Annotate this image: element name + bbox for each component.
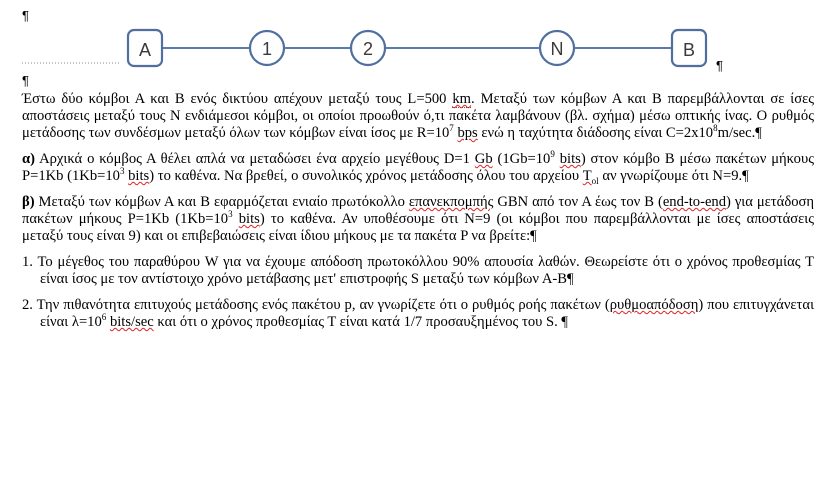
node-n-label: N <box>550 39 564 59</box>
question-b-label: β) <box>22 194 35 210</box>
paragraph-mark: ¶ <box>22 8 29 23</box>
spell-flag-bps: bps <box>457 125 478 141</box>
spell-flag-bits: bits <box>238 211 260 227</box>
subquestion-2: 2. Την πιθανότητα επιτυχούς μετάδοσης ενός πακέτου p, αν γνωρίζετε ότι ο ρυθμός ροής πακέτων (ρυθμοαπόδοση) που επιτυγχάνεται είναι $\lambda=10^6$ bits/sec και ότι ο χρόνος προθεσμίας Τ είναι κατά 1/7 προσαυξημένος του S. ¶ <box>22 297 814 330</box>
spell-flag-bits: bits <box>128 168 150 184</box>
node-a-label: A <box>138 40 152 60</box>
spell-flag-epanekpompis: επανεκπομπής <box>408 194 494 210</box>
spell-flag-rythmoapodosi: ρυθμοαπόδοση <box>609 297 699 313</box>
spell-flag-tol: $T_{ol}$ <box>582 168 599 186</box>
node-b-label: B <box>682 40 696 60</box>
node-b <box>672 30 706 66</box>
network-diagram <box>0 0 822 80</box>
question-a-label: α) <box>22 151 36 167</box>
spell-flag-end-to-end: end-to-end <box>662 194 727 210</box>
question-a: α) Αρχικά ο κόμβος Α θέλει απλά να μεταδώσει ένα αρχείο μεγέθους D=1 Gb ($1Gb=10^9$ bits) στον κόμβο Β μέσω πακέτων μήκους P=1Kb ($1Kb=10^3$ bits) το καθένα. Να βρεθεί, ο συνολικός χρόνος μετάδοσης όλου του αρχείου $T_{ol}$ αν γνωρίζουμε ότι N=9.¶ <box>22 149 814 186</box>
node-2-label: 2 <box>362 39 374 59</box>
subquestion-1: 1. Το μέγεθος του παραθύρου W για να έχουμε απόδοση πρωτοκόλλου 90% απουσία λαθών. Θεωρείστε ότι ο χρόνος προθεσμίας Τ είναι ίσος με τον αντίστοιχο χρόνο μετάβασης μετ' επιστροφής S μεταξύ των κόμβων Α-Β¶ <box>22 254 814 287</box>
document-body <box>22 91 814 340</box>
spell-flag-gb: Gb <box>474 151 493 167</box>
node-2 <box>351 31 385 65</box>
node-a <box>128 30 162 66</box>
paragraph-mark: ¶ <box>716 58 723 73</box>
node-n <box>540 31 574 65</box>
intro-paragraph: Έστω δύο κόμβοι Α και Β ενός δικτύου απέχουν μεταξύ τους L=500 km. Μεταξύ των κόμβων Α και Β παρεμβάλλονται σε ίσες αποστάσεις μεταξύ τους Ν ενδιάμεσοι κόμβοι, οι οποίοι προωθούν ό,τι πακέτα λαμβάνουν (βλ. σχήμα) μέσω οπτικής ίνας. Ο ρυθμός μετάδοσης των συνδέσμων μεταξύ όλων των κόμβων είναι ίσος με $R=10^7$ bps ενώ η ταχύτητα διάδοσης είναι $C=2x10^8m/\sec.\P$ <box>22 91 814 141</box>
node-1 <box>250 31 284 65</box>
node-1-label: 1 <box>261 39 273 59</box>
paragraph-mark: ¶ <box>22 73 29 88</box>
spell-flag-km: km <box>452 91 472 107</box>
question-b: β) Μεταξύ των κόμβων Α και Β εφαρμόζεται ενιαίο πρωτόκολλο επανεκπομπής GBN από τον Α έως τον Β (end-to-end) για μετάδοση πακέτων μήκους P=1Kb ($1Kb=10^3$ bits) το καθένα. Αν υποθέσουμε ότι N=9 (οι κόμβοι που παρεμβάλλονται με ίσες αποστάσεις μεταξύ τους είναι 9) και οι επιβεβαιώσεις είναι ίδιου μήκους με τα πακέτα P να βρείτε:¶ <box>22 194 814 244</box>
spell-flag-bits: bits <box>559 151 581 167</box>
spell-flag-bits-sec: bits/sec <box>109 314 154 330</box>
